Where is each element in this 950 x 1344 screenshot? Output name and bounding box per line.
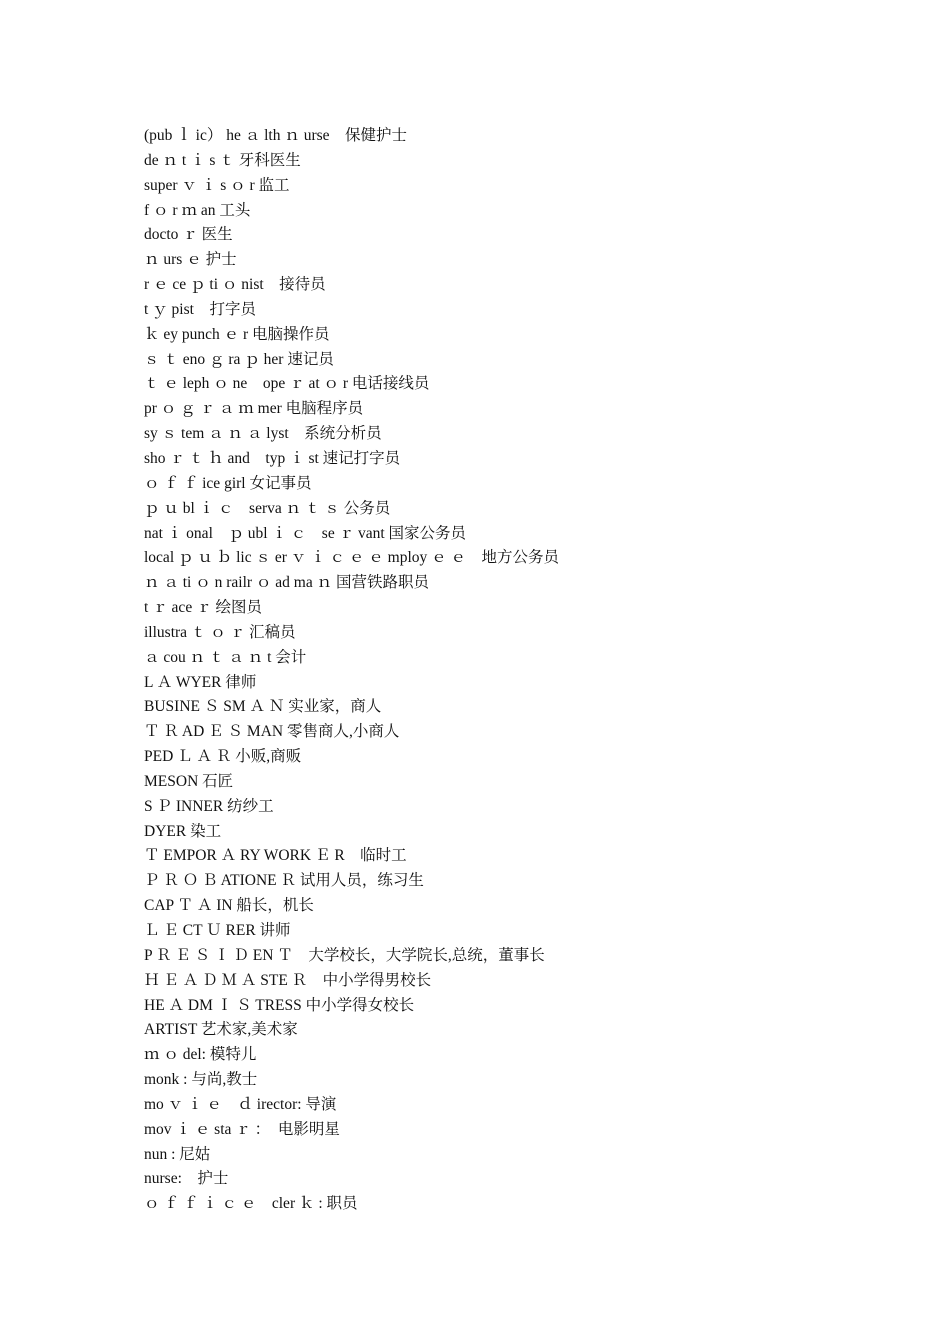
vocab-line-18: local ｐ ｕ ｂ lic ｓ er ｖ ｉ ｃ ｅ ｅ mploy ｅ ｅ 地方公务员 [144, 549, 560, 567]
vocab-line-37: ARTIST 艺术家,美术家 [144, 1021, 298, 1039]
vocab-line-26: PED Ｌ Ａ Ｒ 小贩,商贩 [144, 748, 302, 766]
vocab-line-10: ｓ ｔ eno ｇ ra ｐ her 速记员 [144, 350, 334, 368]
vocab-line-13: sy ｓ tem ａ ｎ ａ lyst 系统分析员 [144, 425, 382, 443]
vocab-line-34: P Ｒ Ｅ Ｓ Ｉ Ｄ EN Ｔ 大学校长，大学院长,总统，董事长 [144, 946, 545, 964]
vocab-line-14: sho ｒ ｔ ｈ and typ ｉ st 速记打字员 [144, 449, 401, 467]
vocab-line-19: ｎ ａ ti ｏ n railr ｏ ad ma ｎ 国营铁路职员 [144, 574, 429, 592]
vocab-line-6: ｎ urs ｅ 护士 [144, 251, 237, 269]
vocab-line-7: r ｅ ce ｐ ti ｏ nist 接待员 [144, 276, 326, 294]
vocab-line-28: S Ｐ INNER 纺纱工 [144, 797, 274, 815]
vocab-line-16: ｐ ｕ bl ｉ ｃ serva ｎ ｔ ｓ 公务员 [144, 499, 391, 517]
vocab-line-39: monk : 与尚,教士 [144, 1071, 258, 1089]
vocab-line-12: pr ｏ ｇ ｒ ａ ｍ mer 电脑程序员 [144, 400, 364, 418]
vocab-line-2: de ｎ t ｉ s ｔ 牙科医生 [144, 151, 301, 169]
vocab-line-31: Ｐ Ｒ Ｏ Ｂ ATIONE Ｒ 试用人员，练习生 [144, 872, 424, 890]
vocab-line-40: mo ｖ ｉ ｅ ｄ irector: 导演 [144, 1095, 337, 1113]
vocab-line-38: ｍ ｏ del: 模特儿 [144, 1046, 257, 1064]
vocab-line-36: HE Ａ DM Ｉ Ｓ TRESS 中小学得女校长 [144, 996, 415, 1014]
vocab-line-27: MESON 石匠 [144, 772, 234, 790]
vocab-line-25: Ｔ Ｒ AD Ｅ Ｓ MAN 零售商人,小商人 [144, 723, 400, 741]
vocab-line-41: mov ｉ ｅ sta ｒ ： 电影明星 [144, 1120, 340, 1138]
vocab-line-22: ａ cou ｎ ｔ ａ ｎ t 会计 [144, 648, 307, 666]
vocab-line-5: docto ｒ 医生 [144, 226, 233, 244]
vocab-line-11: ｔ ｅ leph ｏ ne ope ｒ at ｏ r 电话接线员 [144, 375, 430, 393]
vocab-line-24: BUSINE Ｓ SM Ａ Ｎ 实业家，商人 [144, 698, 382, 716]
vocab-line-35: Ｈ Ｅ Ａ Ｄ Ｍ Ａ STE Ｒ 中小学得男校长 [144, 971, 432, 989]
vocab-line-42: nun : 尼姑 [144, 1145, 211, 1163]
vocab-line-21: illustra ｔ ｏ ｒ 汇稿员 [144, 623, 296, 641]
vocab-line-29: DYER 染工 [144, 822, 222, 840]
vocab-line-1: (pub ｌ ic） he ａ lth ｎ urse 保健护士 [144, 127, 408, 144]
vocab-line-15: ｏ ｆ ｆ ice girl 女记事员 [144, 474, 312, 492]
vocab-line-3: super ｖ ｉ s ｏ r 监工 [144, 176, 290, 194]
vocab-line-20: t ｒ ace ｒ 绘图员 [144, 599, 262, 617]
vocab-line-32: CAP Ｔ Ａ IN 船长，机长 [144, 897, 314, 915]
vocab-line-23: L Ａ WYER 律师 [144, 673, 257, 691]
occupation-vocabulary-list [144, 124, 559, 1217]
vocab-line-8: t ｙ pist 打字员 [144, 300, 256, 318]
vocab-line-44: ｏ ｆ ｆ ｉ ｃ ｅ cler ｋ : 职员 [144, 1195, 358, 1213]
vocab-line-30: Ｔ EMPOR Ａ RY WORK Ｅ R 临时工 [144, 847, 407, 865]
vocab-line-33: Ｌ Ｅ CT Ｕ RER 讲师 [144, 922, 291, 939]
vocab-line-17: nat ｉ onal ｐ ubl ｉ ｃ se ｒ vant 国家公务员 [144, 524, 467, 542]
vocab-line-9: ｋ ey punch ｅ r 电脑操作员 [144, 325, 330, 343]
vocab-line-43: nurse: 护士 [144, 1170, 229, 1188]
vocab-line-4: f ｏ r ｍ an 工头 [144, 201, 251, 219]
